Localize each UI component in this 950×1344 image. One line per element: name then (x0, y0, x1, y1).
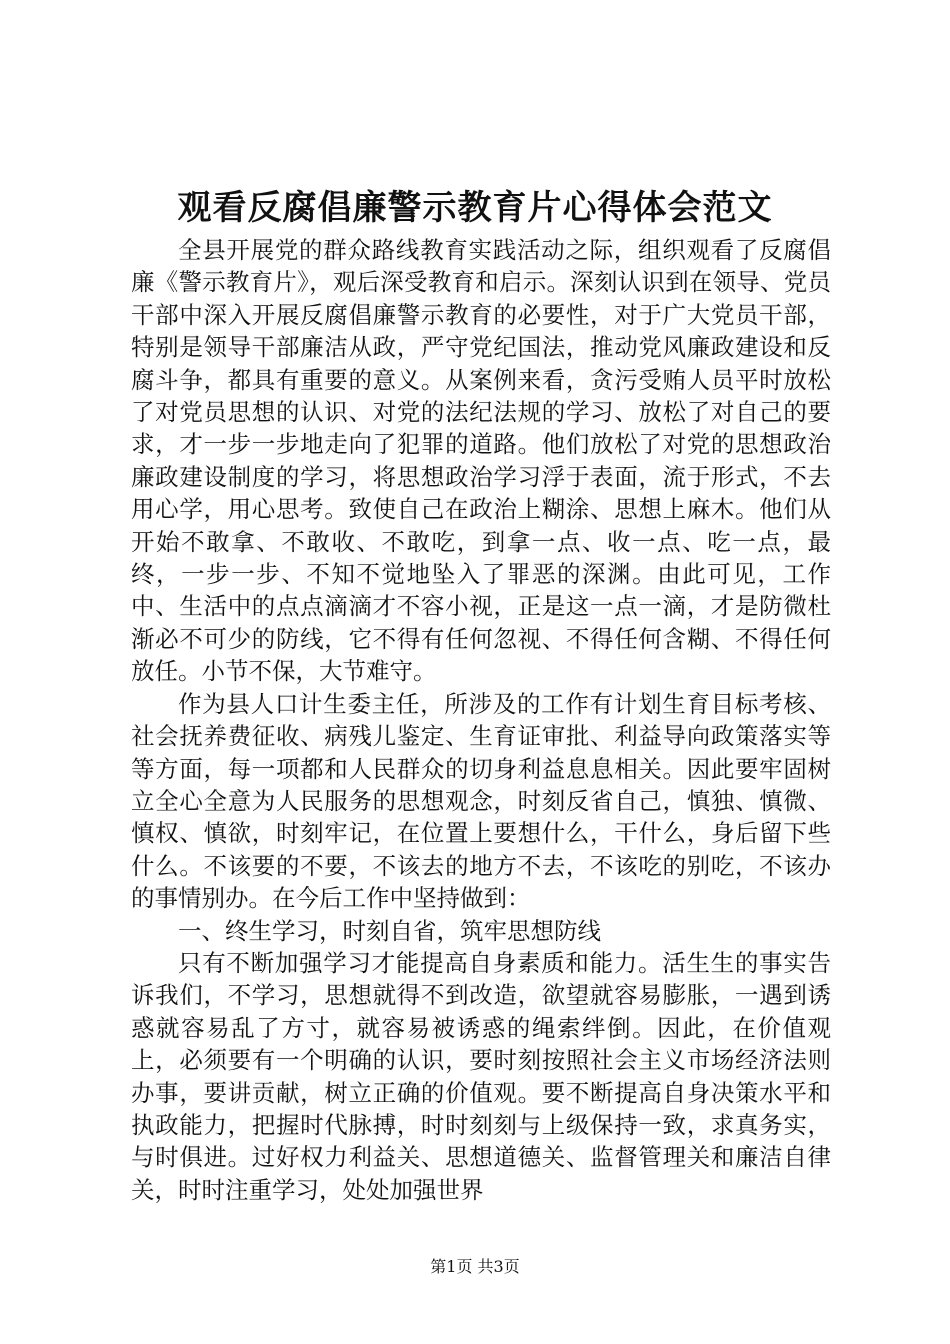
paragraph-study: 只有不断加强学习才能提高自身素质和能力。活生生的事实告诉我们，不学习，思想就得不到改造，欲望就容易膨胀，一遇到诱惑就容易乱了方寸，就容易被诱惑的绳索绊倒。因此，在价值观上，必须要有一个明确的认识，要时刻按照社会主义市场经济法则办事，要讲贡献，树立正确的价值观。要不断提高自身决策水平和执政能力，把握时代脉搏，时时刻刻与上级保持一致，求真务实，与时俱进。过好权力利益关、思想道德关、监督管理关和廉洁自律关，时时注重学习，处处加强世界 (131, 948, 831, 1204)
paragraph-intro: 全县开展党的群众路线教育实践活动之际，组织观看了反腐倡廉《警示教育片》，观后深受教育和启示。深刻认识到在领导、党员干部中深入开展反腐倡廉警示教育的必要性，对于广大党员干部，特别是领导干部廉洁从政，严守党纪国法，推动党风廉政建设和反腐斗争，都具有重要的意义。从案例来看，贪污受贿人员平时放松了对党员思想的认识、对党的法纪法规的学习、放松了对自己的要求，才一步一步地走向了犯罪的道路。他们放松了对党的思想政治廉政建设制度的学习，将思想政治学习浮于表面，流于形式，不去用心学，用心思考。致使自己在政治上糊涂、思想上麻木。他们从开始不敢拿、不敢收、不敢吃，到拿一点、收一点、吃一点，最终，一步一步、不知不觉地坠入了罪恶的深渊。由此可见，工作中、生活中的点点滴滴才不容小视，正是这一点一滴，才是防微杜渐必不可少的防线，它不得有任何忽视、不得任何含糊、不得任何放任。小节不保，大节难守。 (131, 236, 831, 686)
paragraph-role: 作为县人口计生委主任，所涉及的工作有计划生育目标考核、社会抚养费征收、病残儿鉴定、生育证审批、利益导向政策落实等等方面，每一项都和人民群众的切身利益息息相关。因此要牢固树立全心全意为人民服务的思想观念，时刻反省自己，慎独、慎微、慎权、慎欲，时刻牢记，在位置上要想什么，干什么，身后留下些什么。不该要的不要，不该去的地方不去，不该吃的别吃，不该办的事情别办。在今后工作中坚持做到： (131, 689, 831, 913)
section-heading-1: 一、终生学习，时刻自省，筑牢思想防线 (178, 916, 601, 945)
document-body (131, 234, 831, 1206)
document-title: 观看反腐倡廉警示教育片心得体会范文 (177, 188, 773, 228)
page-number-footer: 第1页 共3页 (430, 1257, 520, 1276)
